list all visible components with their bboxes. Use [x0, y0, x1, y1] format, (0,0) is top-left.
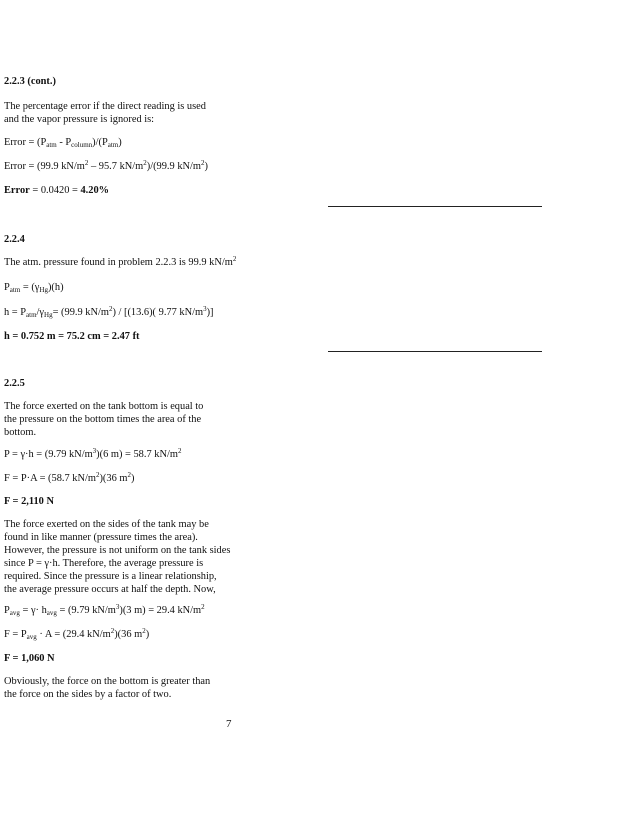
section-divider — [328, 351, 542, 352]
equation-atm-pressure: $P_{atm} = (\gamma_{Hg})(h)$ — [4, 282, 64, 294]
section-heading-2-2-3: 2.2.3 (cont.) — [4, 76, 56, 87]
equation-error-definition: Error = $(P_{atm} - P_{column})/(P_{atm})$ — [4, 137, 122, 149]
equation-average-pressure: $P_{avg} = \gamma\cdot h_{avg} = (9.79$ $kN/m^3)(3$ m) = 29.4 $kN/m^2$ — [4, 603, 205, 617]
text-line: since P = γ·h. Therefore, the average pressure is — [4, 558, 204, 569]
text-line: found in like manner (pressure times the area). — [4, 532, 198, 543]
section-heading-2-2-5: 2.2.5 — [4, 378, 25, 389]
result-bottom-force: F = 2,110 N — [4, 496, 54, 507]
equation-bottom-pressure: P = γ·h = (9.79 $kN/m^3)(6$ m) = 58.7 $kN/m^2$ — [4, 447, 182, 460]
result-side-force: F = 1,060 N — [4, 653, 55, 664]
text-line: The atm. pressure found in problem 2.2.3 is 99.9 $kN/m^2$ — [4, 255, 237, 268]
page-number: 7 — [226, 718, 232, 730]
section-divider — [328, 206, 542, 207]
text-line: and the vapor pressure is ignored is: — [4, 114, 155, 125]
equation-height: $h = P_{atm}/\gamma_{Hg}= (99.9$ $kN/m^2) / [(13.6)$( 9.77 $kN/m^3$)] — [4, 305, 214, 319]
text-line: the force on the sides by a factor of two. — [4, 689, 172, 700]
equation-bottom-force: F = P·A = (58.7 $kN/m^2)(36$ $m^2$) — [4, 471, 135, 484]
result-height: h = 0.752 m = 75.2 cm = 2.47 ft — [4, 331, 140, 342]
text-line: The percentage error if the direct reading is used — [4, 101, 206, 112]
equation-side-force: $F = P_{avg} \cdot A = (29.4$ $kN/m^2)(36$ $m^2$) — [4, 627, 150, 641]
text-line: The force exerted on the sides of the tank may be — [4, 519, 209, 530]
result-error: Error = 0.0420 = 4.20% — [4, 185, 110, 196]
section-heading-2-2-4: 2.2.4 — [4, 234, 25, 245]
text-line: Obviously, the force on the bottom is greater than — [4, 676, 211, 687]
text-line: required. Since the pressure is a linear relationship, — [4, 571, 217, 582]
text-line: However, the pressure is not uniform on the tank sides — [4, 545, 231, 556]
text-line: the average pressure occurs at half the depth. Now, — [4, 584, 216, 595]
text-line: The force exerted on the tank bottom is equal to — [4, 401, 204, 412]
text-line: bottom. — [4, 427, 37, 438]
equation-error-values: Error = (99.9 $kN/m^2 - 95.7$ $kN/m^2)/(99.9$ $kN/m^2$) — [4, 159, 208, 172]
text-line: the pressure on the bottom times the area of the — [4, 414, 202, 425]
